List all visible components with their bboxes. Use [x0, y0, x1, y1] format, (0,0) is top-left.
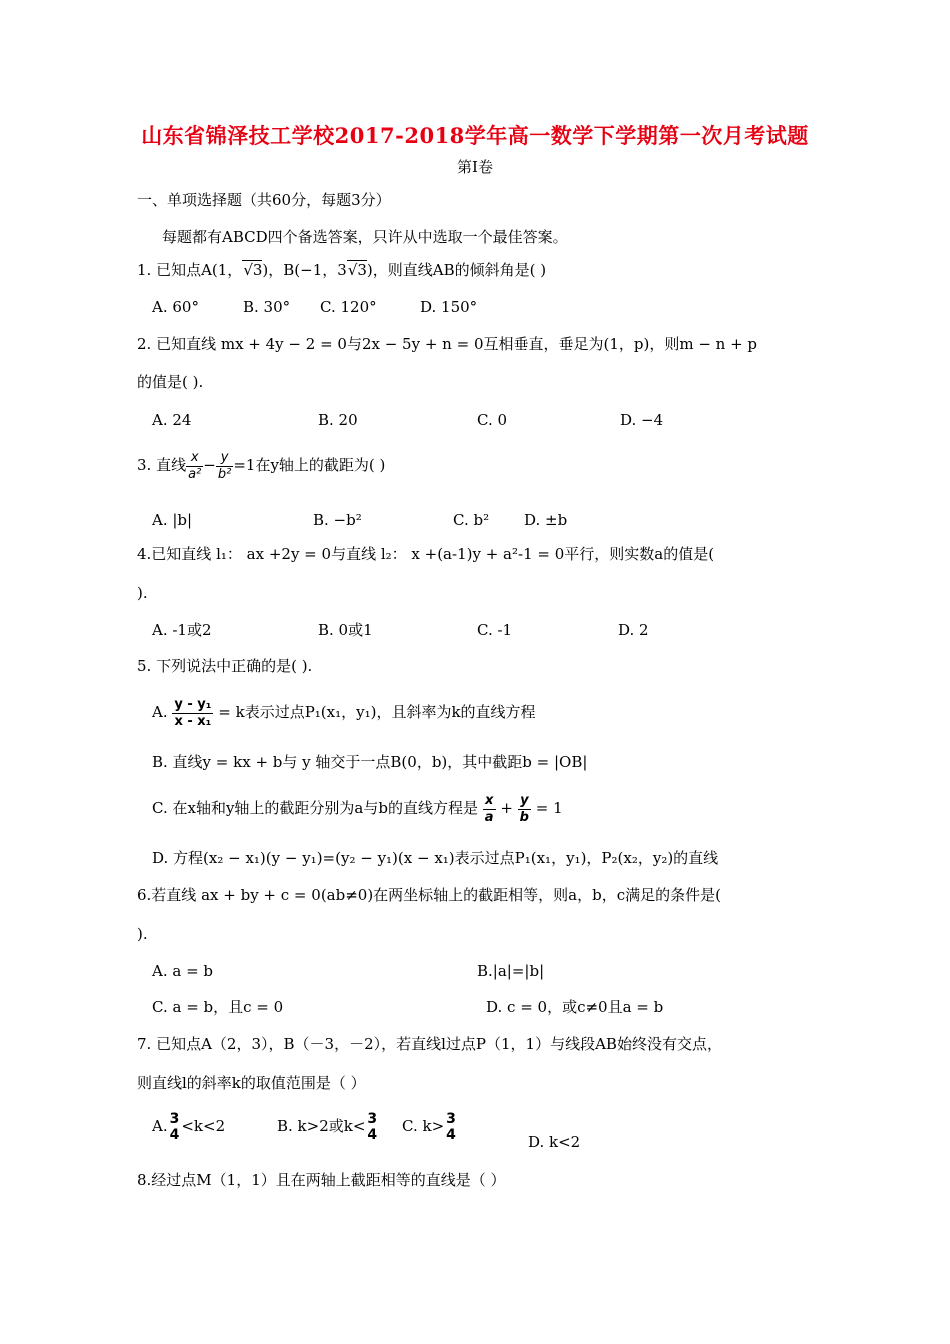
q6-option-a: A. a = b	[152, 962, 214, 980]
q1-option-c: C. 120°	[320, 298, 377, 316]
question-8: 8.经过点M（1，1）且在两轴上截距相等的直线是（ ）	[137, 1171, 506, 1189]
question-7-line-2: 则直线l的斜率k的取值范围是（ ）	[137, 1074, 366, 1092]
section-instruction: 每题都有ABCD四个备选答案，只许从中选取一个最佳答案。	[162, 228, 568, 246]
section-heading: 一、单项选择题（共60分，每题3分）	[137, 191, 391, 209]
q3-option-b: B. −b²	[313, 511, 362, 529]
q1-option-d: D. 150°	[420, 298, 478, 316]
q2-option-c: C. 0	[477, 411, 508, 429]
q3-option-c: C. b²	[453, 511, 490, 529]
q7-option-d: D. k<2	[528, 1133, 581, 1151]
q6-option-b: B.|a|=|b|	[477, 962, 545, 980]
q6-option-c: C. a = b，且c = 0	[152, 998, 284, 1016]
question-3	[137, 448, 385, 483]
q5-option-c: C. 在x轴和y轴上的截距分别为a与b的直线方程是 $\frac{x}{a}$ + $\frac{y}{b}$ = 1	[152, 792, 563, 825]
q5-option-c-fraction-x: $\frac{x}{a}$	[484, 792, 494, 825]
q5-option-d: D. 方程(x₂ − x₁)(y − y₁)=(y₂ − y₁)(x − x₁)表示过点P₁(x₁，y₁)，P₂(x₂，y₂)的直线	[152, 849, 719, 867]
q1-stem-c: )，则直线AB的倾斜角是( )	[366, 261, 547, 279]
q1-option-b: B. 30°	[243, 298, 291, 316]
q5-option-a: A. $\frac{\text{y - y₁}}{\text{x - x₁}}$ = k表示过点P₁(x₁，y₁)，且斜率为k的直线方程	[152, 696, 536, 729]
q4-option-a: A. -1或2	[152, 621, 212, 639]
q3-fraction-x: $\frac{x}{\text{a²}}$	[188, 449, 202, 482]
q2-option-a: A. 24	[152, 411, 192, 429]
q7-option-b: B. k>2或k< 3 4	[277, 1111, 378, 1143]
q5-option-b: B. 直线y = kx + b与 y 轴交于一点B(0，b)，其中截距b = |OB|	[152, 753, 588, 771]
q1-sqrt-a: √3	[243, 261, 263, 279]
q3-option-a: A. |b|	[152, 511, 193, 529]
q3-suffix: =1在y轴上的截距为( )	[233, 456, 386, 474]
question-5: 5. 下列说法中正确的是( ).	[137, 657, 313, 675]
q4-option-d: D. 2	[618, 621, 649, 639]
volume-label: 第Ⅰ卷	[457, 158, 493, 176]
question-6-line-2: ).	[137, 925, 148, 943]
q1-option-a: A. 60°	[152, 298, 199, 316]
q1-stem-a: 1. 已知点A(1，	[137, 261, 243, 279]
q1-sqrt-b: √3	[347, 261, 367, 279]
q1-stem-b: )，B(−1，3	[262, 261, 347, 279]
q4-option-b: B. 0或1	[318, 621, 373, 639]
q7-option-c: C. k> 3 4	[402, 1111, 456, 1143]
question-4-line-1: 4.已知直线 l₁： ax +2y = 0与直线 l₂： x +(a-1)y + a²-1 = 0平行，则实数a的值是(	[137, 545, 715, 563]
q3-option-d: D. ±b	[524, 511, 568, 529]
q5-option-c-fraction-y: $\frac{y}{b}$	[519, 792, 529, 825]
page-title: 山东省锦泽技工学校2017-2018学年高一数学下学期第一次月考试题	[141, 123, 809, 148]
question-2-line-1: 2. 已知直线 mx + 4y − 2 = 0与2x − 5y + n = 0互相垂直，垂足为(1，p)，则m − n + p	[137, 335, 758, 353]
question-4-line-2: ).	[137, 584, 148, 602]
q3-prefix: 3. 直线	[137, 456, 187, 474]
question-1	[137, 260, 546, 280]
q3-minus: −	[203, 456, 216, 474]
q3-fraction-y: $\frac{y}{\text{b²}}$	[217, 449, 232, 482]
question-7-line-1: 7. 已知点A（2，3），B（－3，－2），若直线l过点P（1，1）与线段AB始终没有交点，	[137, 1035, 722, 1053]
q4-option-c: C. -1	[477, 621, 513, 639]
q6-option-d: D. c = 0，或c≠0且a = b	[486, 998, 664, 1016]
q2-option-b: B. 20	[318, 411, 358, 429]
q2-option-d: D. −4	[620, 411, 664, 429]
q5-option-a-fraction: $\frac{\text{y - y₁}}{\text{x - x₁}}$	[174, 696, 212, 729]
q7-option-a: A. 3 4 <k<2	[152, 1111, 226, 1143]
question-6-line-1: 6.若直线 ax + by + c = 0(ab≠0)在两坐标轴上的截距相等，则a，b，c满足的条件是(	[137, 886, 721, 904]
question-2-line-2: 的值是( ).	[137, 373, 204, 391]
